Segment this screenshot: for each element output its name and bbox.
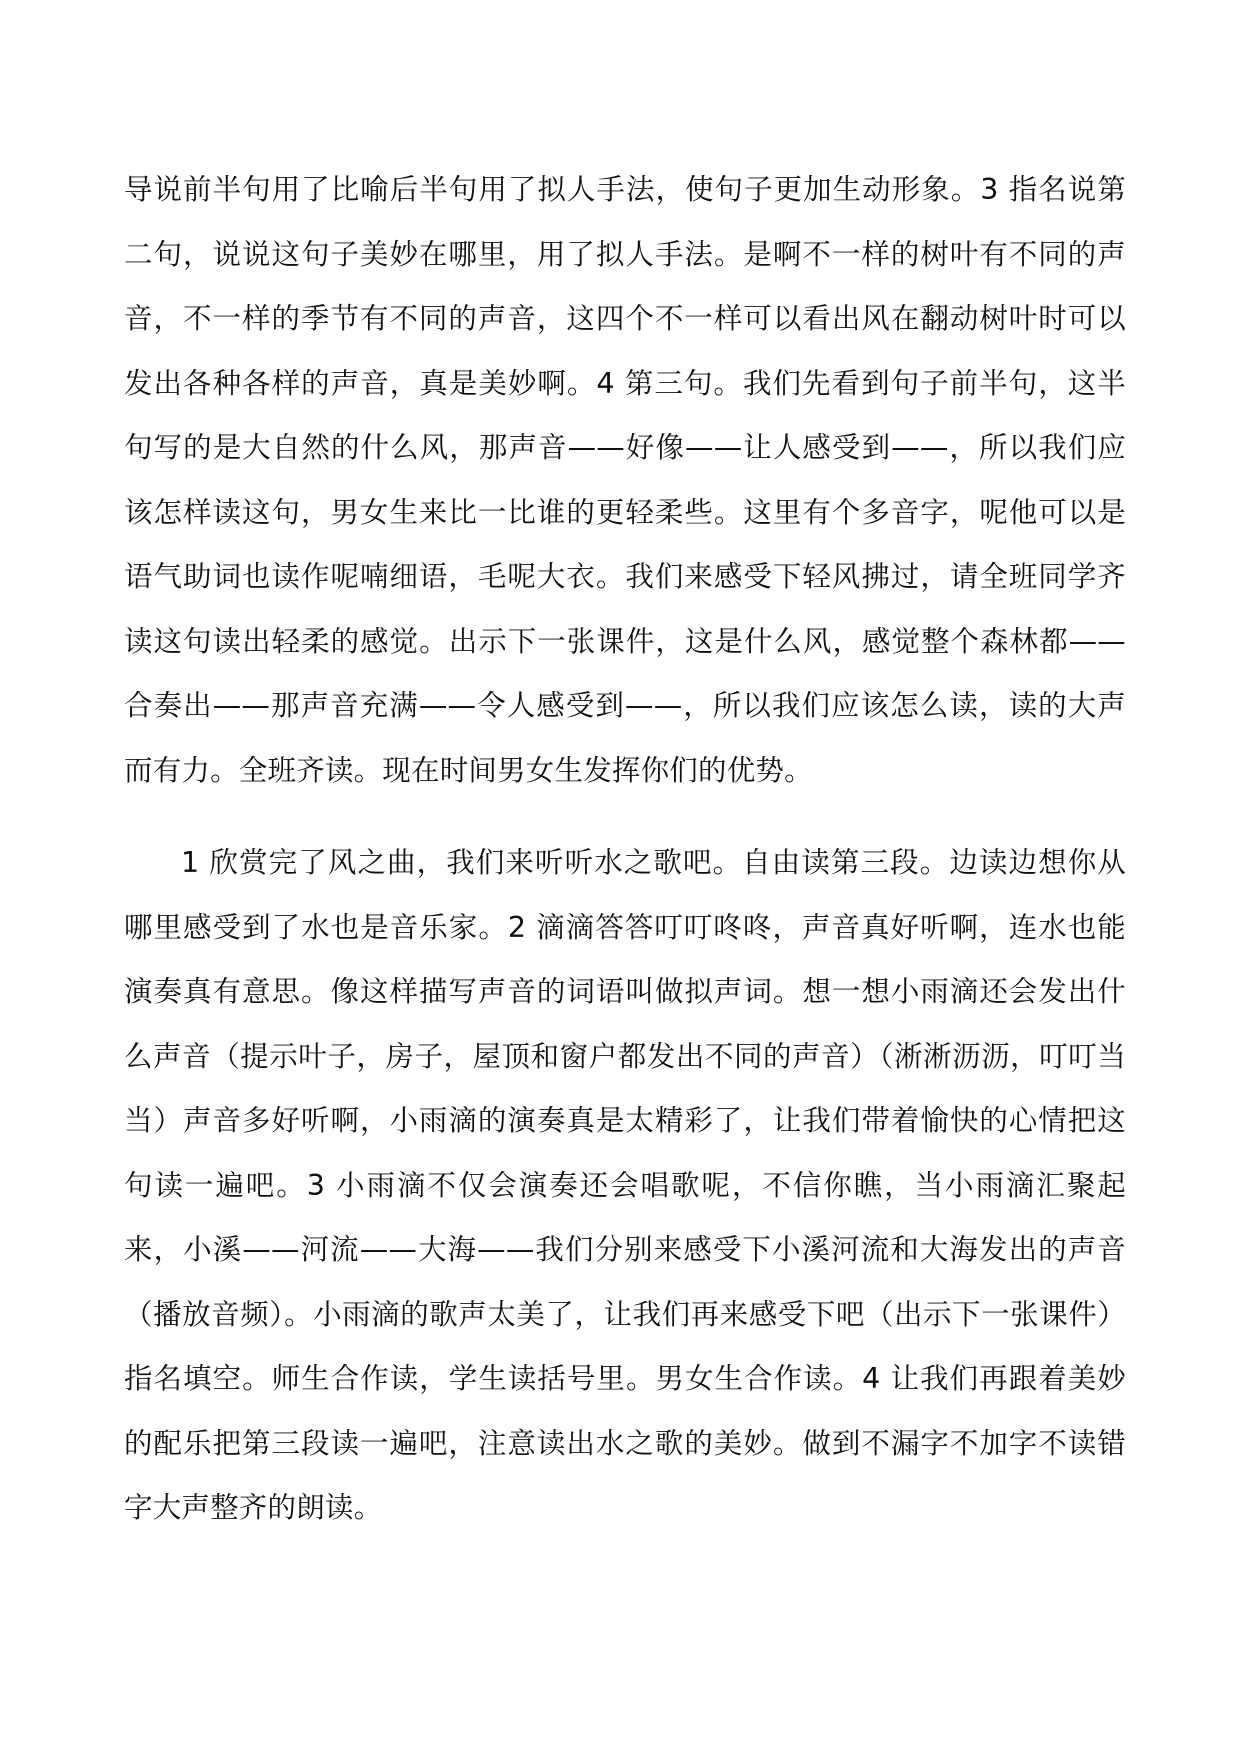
paragraph-water-song: 1 欣赏完了风之曲，我们来听听水之歌吧。自由读第三段。边读边想你从哪里感受到了水也是音乐家。2 滴滴答答叮叮咚咚，声音真好听啊，连水也能演奏真有意思。像这样描写声音的词语叫做拟声词。想一想小雨滴还会发出什么声音（提示叶子，房子，屋顶和窗户都发出不同的声音）（淅淅沥沥，叮叮当当）声音多好听啊，小雨滴的演奏真是太精彩了，让我们带着愉快的心情把这句读一遍吧。3 小雨滴不仅会演奏还会唱歌呢，不信你瞧，当小雨滴汇聚起来，小溪——河流——大海——我们分别来感受下小溪河流和大海发出的声音（播放音频）。小雨滴的歌声太美了，让我们再来感受下吧（出示下一张课件）指名填空。师生合作读，学生读括号里。男女生合作读。4 让我们再跟着美妙的配乐把第三段读一遍吧，注意读出水之歌的美妙。做到不漏字不加字不读错字大声整齐的朗读。: [124, 846, 1126, 1524]
paragraph-continued: 导说前半句用了比喻后半句用了拟人手法，使句子更加生动形象。3 指名说第二句，说说这句子美妙在哪里，用了拟人手法。是啊不一样的树叶有不同的声音，不一样的季节有不同的声音，这四个不一样可以看出风在翻动树叶时可以发出各种各样的声音，真是美妙啊。4 第三句。我们先看到句子前半句，这半句写的是大自然的什么风，那声音——好像——让人感受到——，所以我们应该怎样读这句，男女生来比一比谁的更轻柔些。这里有个多音字，呢他可以是语气助词也读作呢喃细语，毛呢大衣。我们来感受下轻风拂过，请全班同学齐读这句读出轻柔的感觉。出示下一张课件，这是什么风，感觉整个森林都——合奏出——那声音充满——令人感受到——，所以我们应该怎么读，读的大声而有力。全班齐读。现在时间男女生发挥你们的优势。: [124, 173, 1126, 787]
document-body: [124, 158, 1126, 1541]
